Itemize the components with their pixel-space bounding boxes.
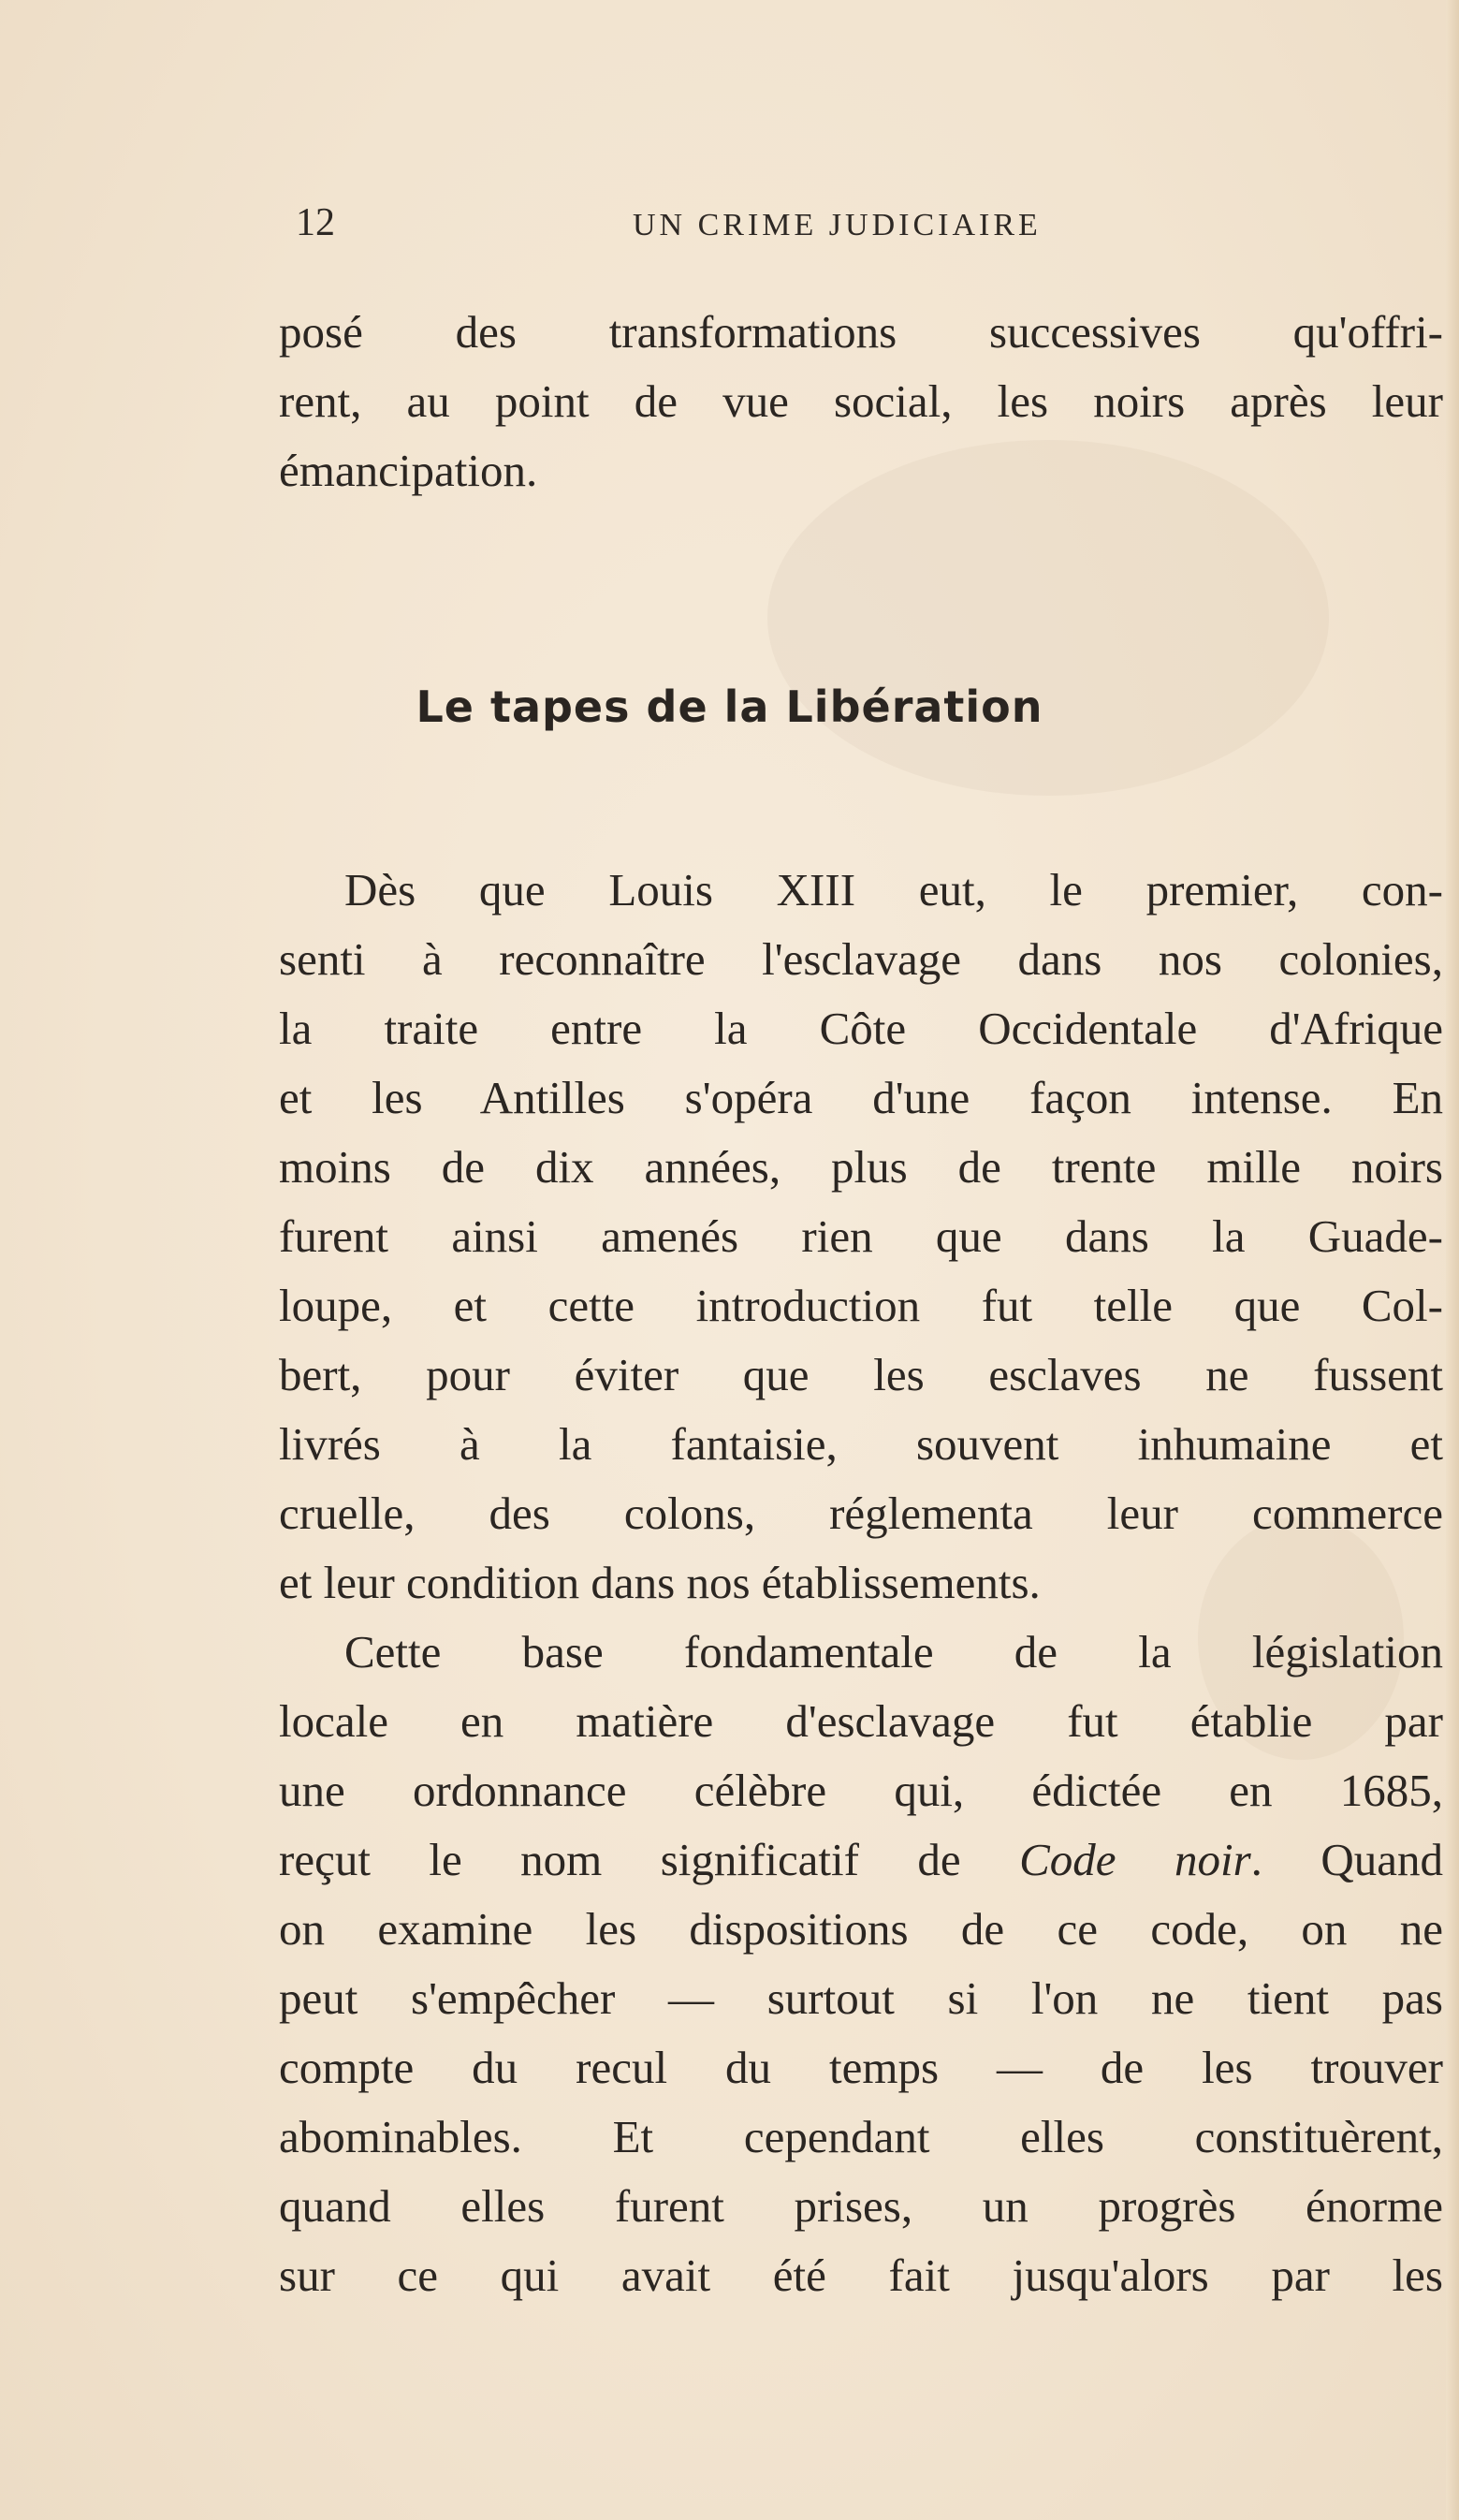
text-line: une ordonnance célèbre qui, édictée en 1685, [279,1765,1443,1816]
intro-paragraph [279,298,1443,505]
text-line: Cette base fondamentale de la législation [344,1626,1443,1678]
text-line: furent ainsi amenés rien que dans la Guade- [279,1210,1443,1262]
page-edge [1446,0,1459,2520]
paragraph-1 [279,856,1443,1618]
text-line: compte du recul du temps — de les trouver [279,2042,1443,2093]
page-number: 12 [296,201,335,244]
text-line: abominables. Et cependant elles constituèrent, [279,2111,1443,2162]
text-line: cruelle, des colons, réglementa leur commerce [279,1487,1443,1539]
text-line: on examine les dispositions de ce code, on ne [279,1903,1443,1955]
running-title: UN CRIME JUDICIAIRE [633,208,1042,242]
section-heading: Le tapes de la Libération [416,681,1043,732]
running-head [296,200,1129,256]
text-line: livrés à la fantaisie, souvent inhumaine et [279,1418,1443,1470]
text-line: la traite entre la Côte Occidentale d'Afrique [279,1003,1443,1054]
text-line: reçut le nom significatif de Code noir. Quand [279,1834,1443,1885]
text-line: Dès que Louis XIII eut, le premier, con- [344,864,1443,916]
text-line: peut s'empêcher — surtout si l'on ne tient pas [279,1972,1443,2024]
text-line: rent, au point de vue social, les noirs après leur [279,375,1443,427]
text-line: émancipation. [279,445,538,496]
text-line: moins de dix années, plus de trente mille noirs [279,1141,1443,1193]
paragraph-2 [279,1618,1443,2310]
book-title-emphasis: Code noir [1019,1834,1251,1885]
text-line: et leur condition dans nos établissements. [279,1557,1041,1608]
text-line: loupe, et cette introduction fut telle que Col- [279,1280,1443,1331]
text-line: locale en matière d'esclavage fut établie par [279,1695,1443,1747]
text-line: posé des transformations successives qu'offri- [279,306,1443,358]
text-line: sur ce qui avait été fait jusqu'alors par les [279,2249,1443,2301]
text-line: quand elles furent prises, un progrès énorme [279,2180,1443,2232]
text-line: bert, pour éviter que les esclaves ne fussent [279,1349,1443,1400]
text-line: et les Antilles s'opéra d'une façon intense. En [279,1072,1443,1123]
text-line: senti à reconnaître l'esclavage dans nos colonies, [279,933,1443,985]
